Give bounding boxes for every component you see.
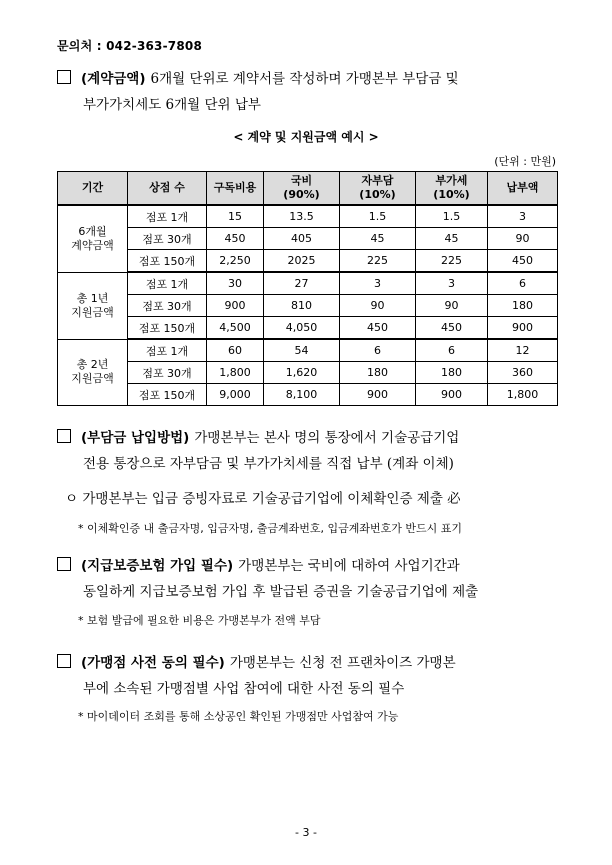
table-cell: 90	[416, 295, 488, 317]
table-row	[58, 205, 558, 228]
table-header-cell: 부가세 (10%)	[416, 172, 488, 206]
table-cell: 점포 30개	[128, 362, 207, 384]
period-cell: 총 2년 지원금액	[58, 339, 128, 406]
table-cell: 405	[264, 228, 340, 250]
table-cell: 점포 30개	[128, 295, 207, 317]
section-line	[57, 650, 557, 676]
table-cell: 6	[488, 272, 558, 295]
section-line	[57, 553, 557, 579]
table-row	[58, 362, 558, 384]
table-cell: 180	[488, 295, 558, 317]
section-heading: (부담금 납입방법)	[81, 430, 190, 446]
table-cell: 3	[488, 205, 558, 228]
table-cell: 450	[340, 317, 416, 340]
section-line: 부에 소속된 가맹점별 사업 참여에 대한 사전 동의 필수	[83, 681, 405, 697]
table-header-cell: 구독비용	[207, 172, 264, 206]
table-row	[58, 295, 558, 317]
table-cell: 점포 1개	[128, 272, 207, 295]
table-cell: 225	[416, 250, 488, 273]
table-cell: 15	[207, 205, 264, 228]
table-cell: 1,800	[488, 384, 558, 406]
section-line	[57, 425, 557, 451]
section-heading: (가맹점 사전 동의 필수)	[81, 655, 225, 671]
section-text: 가맹본부는 국비에 대하여 사업기간과	[238, 558, 460, 574]
table-cell: 900	[207, 295, 264, 317]
table-cell: 900	[416, 384, 488, 406]
table-cell: 54	[264, 339, 340, 362]
table-cell: 45	[340, 228, 416, 250]
period-cell: 6개월 계약금액	[58, 205, 128, 272]
table-cell: 180	[340, 362, 416, 384]
section-text: 가맹본부는 신청 전 프랜차이즈 가맹본	[229, 655, 456, 671]
table-cell: 점포 30개	[128, 228, 207, 250]
table-cell: 2025	[264, 250, 340, 273]
table-cell: 점포 1개	[128, 339, 207, 362]
table-cell: 점포 1개	[128, 205, 207, 228]
contract-support-table	[57, 171, 558, 406]
section-line	[57, 66, 557, 92]
section-payment-method	[57, 425, 557, 477]
footnote: * 마이데이터 조회를 통해 소상공인 확인된 가맹점만 사업참여 가능	[78, 710, 399, 723]
table-header-cell: 상점 수	[128, 172, 207, 206]
table-unit: (단위 : 만원)	[494, 155, 556, 168]
table-cell: 6	[340, 339, 416, 362]
table-cell: 30	[207, 272, 264, 295]
section-line: 부가가치세도 6개월 단위 납부	[83, 97, 261, 113]
table-cell: 1.5	[340, 205, 416, 228]
table-cell: 3	[340, 272, 416, 295]
table-cell: 450	[207, 228, 264, 250]
table-cell: 13.5	[264, 205, 340, 228]
section-line: 동일하게 지급보증보험 가입 후 발급된 증권을 기술공급기업에 제출	[83, 584, 479, 600]
table-cell: 900	[488, 317, 558, 340]
table-cell: 810	[264, 295, 340, 317]
table-row	[58, 317, 558, 340]
page-number: - 3 -	[295, 826, 317, 839]
section-franchise-consent	[57, 650, 557, 702]
checkbox-square-icon	[57, 654, 71, 668]
section-heading: (지급보증보험 가입 필수)	[81, 558, 234, 574]
table-cell: 8,100	[264, 384, 340, 406]
section-guarantee-insurance	[57, 553, 557, 605]
table-cell: 60	[207, 339, 264, 362]
section-line: 전용 통장으로 자부담금 및 부가가치세를 직접 납부 (계좌 이체)	[83, 456, 454, 472]
table-cell: 90	[340, 295, 416, 317]
table-cell: 1,620	[264, 362, 340, 384]
table-cell: 3	[416, 272, 488, 295]
table-header-row	[58, 172, 558, 206]
footnote: * 보험 발급에 필요한 비용은 가맹본부가 전액 부담	[78, 614, 321, 627]
table-body	[58, 205, 558, 406]
table-cell: 점포 150개	[128, 317, 207, 340]
section-contract-amount	[57, 66, 557, 118]
table-cell: 225	[340, 250, 416, 273]
table-cell: 45	[416, 228, 488, 250]
table-cell: 4,500	[207, 317, 264, 340]
section-heading: (계약금액)	[81, 71, 146, 87]
table-cell: 180	[416, 362, 488, 384]
table-cell: 27	[264, 272, 340, 295]
checkbox-square-icon	[57, 429, 71, 443]
table-cell: 360	[488, 362, 558, 384]
table-cell: 1,800	[207, 362, 264, 384]
section-text: 6개월 단위로 계약서를 작성하며 가맹본부 부담금 및	[150, 71, 459, 87]
bullet-item: ㅇ 가맹본부는 입금 증빙자료로 기술공급기업에 이체확인증 제출 必	[65, 491, 461, 507]
table-cell: 450	[416, 317, 488, 340]
table-header-cell: 납부액	[488, 172, 558, 206]
table-cell: 9,000	[207, 384, 264, 406]
section-text: 가맹본부는 본사 명의 통장에서 기술공급기업	[194, 430, 460, 446]
table-cell: 90	[488, 228, 558, 250]
contact-info: 문의처 : 042-363-7808	[57, 39, 202, 53]
table-header-cell: 자부담 (10%)	[340, 172, 416, 206]
table-row	[58, 384, 558, 406]
footnote: * 이체확인증 내 출금자명, 입금자명, 출금계좌번호, 입금계좌번호가 반드시 표기	[78, 522, 462, 535]
table-cell: 900	[340, 384, 416, 406]
checkbox-square-icon	[57, 557, 71, 571]
table-cell: 450	[488, 250, 558, 273]
checkbox-square-icon	[57, 70, 71, 84]
table-row	[58, 228, 558, 250]
table-title: < 계약 및 지원금액 예시 >	[233, 130, 379, 144]
table-cell: 6	[416, 339, 488, 362]
table-row	[58, 250, 558, 273]
table-cell: 점포 150개	[128, 384, 207, 406]
table-row	[58, 339, 558, 362]
table-cell: 12	[488, 339, 558, 362]
table-header-cell: 기간	[58, 172, 128, 206]
table-row	[58, 272, 558, 295]
table-cell: 1.5	[416, 205, 488, 228]
table-cell: 점포 150개	[128, 250, 207, 273]
period-cell: 총 1년 지원금액	[58, 272, 128, 339]
table-header-cell: 국비 (90%)	[264, 172, 340, 206]
table-cell: 2,250	[207, 250, 264, 273]
table-cell: 4,050	[264, 317, 340, 340]
